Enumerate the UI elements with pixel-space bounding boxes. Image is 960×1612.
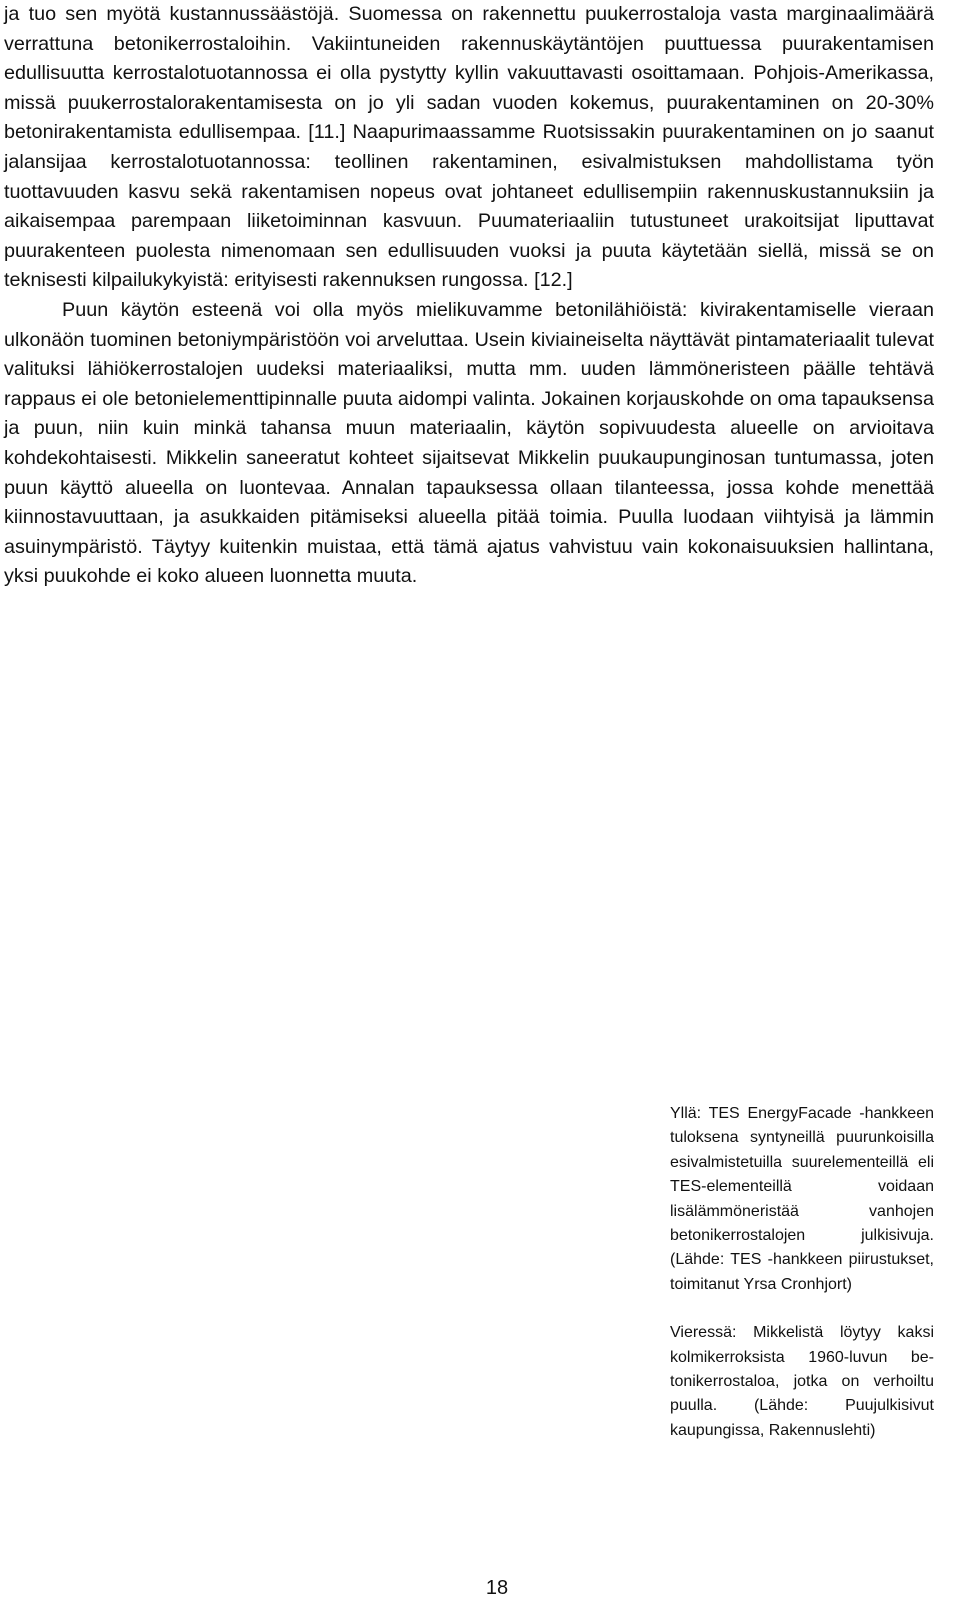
body-paragraph-1: ja tuo sen myötä kustannussäästöjä. Suomessa on rakennettu puukerrostaloja vasta marginaalimäärä verrattuna betonikerrostaloihin. Vakiintuneiden rakennuskäytäntöjen puuttuessa puurakentamisen edullisuutta kerrostalotuotannossa ei olla pystytty kyllin vakuuttavasti osoittamaan. Pohjois-Amerikassa, missä puukerrostalorakentamisesta on jo yli sadan vuoden kokemus, puurakentaminen on 20-30% betonirakentamista edullisempaa. [11.] Naapurimaassamme Ruotsissakin puurakentaminen on jo saanut jalansijaa kerrostalotuotannossa: teollinen rakentaminen, esivalmistuksen mahdollistama työn tuottavuuden kasvu sekä rakentamisen nopeus ovat johtaneet edullisempiin rakennuskustannuksiin ja aikaisempaa parempaan liiketoiminnan kasvuun. Puumateriaaliin tutustuneet urakoitsijat liputtavat puurakenteen puolesta nimenomaan sen edullisuuden vuoksi ja puuta käytetään siellä, missä se on teknisesti kilpailukykyistä: erityisesti rakennuksen rungossa. [12.] <box>4 3 934 292</box>
body-text <box>4 0 934 592</box>
image-captions <box>670 1102 934 1443</box>
body-paragraph-2: Puun käytön esteenä voi olla myös mielikuvamme betonilähiöistä: kivirakentamiselle vieraan ulkonäön tuominen betoniympäristöön voi arveluttaa. Usein kiviaineiselta näyttävät pintamateriaalit tulevat valituksi lähiökerrostalojen uudeksi materiaaliksi, mutta mm. uuden lämmöneristeen päälle tehtävä rappaus ei ole betonielementtipinnalle puuta aidompi valinta. Jokainen korjauskohde on oma tapauksensa ja puun, niin kuin minkä tahansa muun materiaalin, käytön sopivuudesta alueelle on arvioitava kohdekohtaisesti. Mikkelin saneeratut kohteet sijaitsevat Mikkelin puukaupunginosan tuntumassa, joten puun käyttö alueella on luontevaa. Annalan tapauksessa ollaan tilanteessa, jossa kohde menettää kiinnostavuuttaan, ja asukkaiden pitämiseksi alueella pitää toimia. Puulla luodaan viihtyisä ja lämmin asuinympäristö. Täytyy kuitenkin muistaa, että tämä ajatus vahvistuu vain kokonaisuuksien hallintana, yksi puukohde ei koko alueen luonnetta muuta. <box>4 298 934 588</box>
caption-beside: Vieressä: Mikkelistä löytyy kaksi kolmikerroksista 1960-luvun betonikerrostaloa, jotka on verhoiltu puulla. (Lähde: Puujulkisivut kaupungissa, Rakennuslehti) <box>670 1324 934 1439</box>
caption-above: Yllä: TES EnergyFacade -hankkeen tuloksena syntyneillä puurunkoisilla esivalmistetuilla suurelementeillä eli TES-elementeillä voidaan lisälämmöneristää vanhojen betonikerrostalojen julkisivuja. (Lähde: TES -hankkeen piirustukset, toimitanut Yrsa Cronhjort) <box>670 1105 934 1293</box>
page-number: 18 <box>485 1577 509 1599</box>
